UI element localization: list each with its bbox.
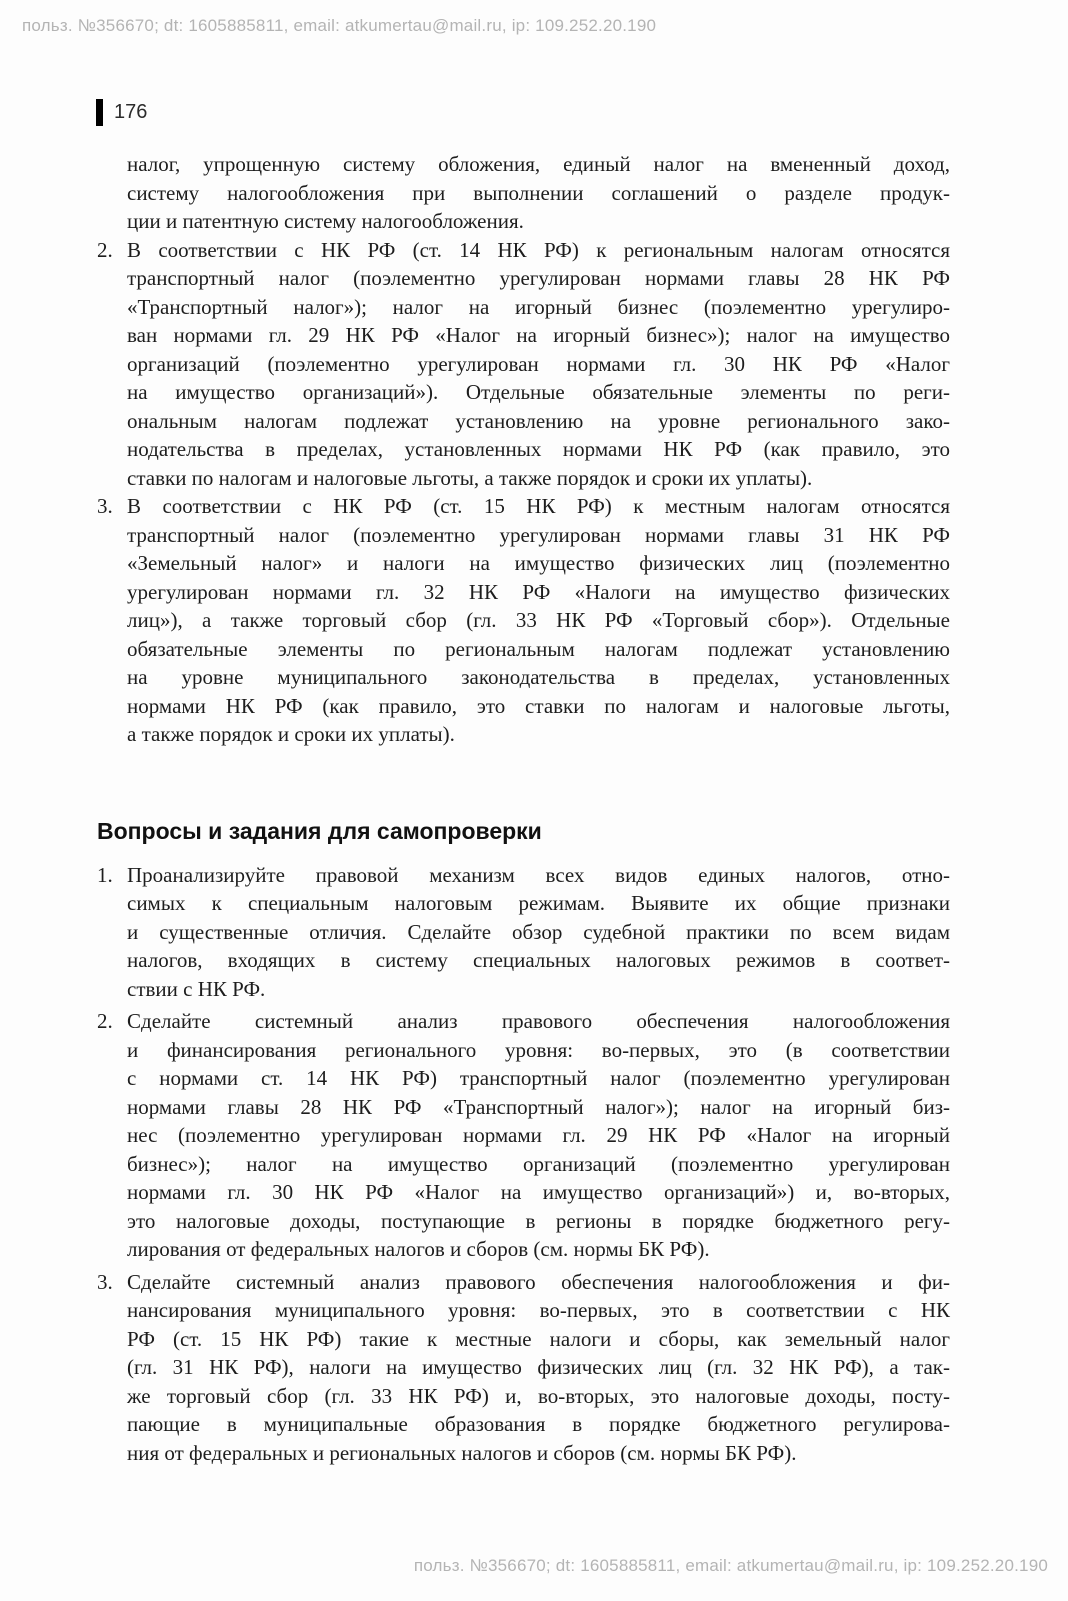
paragraph — [127, 150, 950, 236]
text-line: ния от федеральных и региональных налогов и сборов (см. нормы БК РФ). — [127, 1440, 797, 1465]
page-number-bar — [96, 99, 103, 126]
text-line: и финансирования регионального уровня: во-первых, это (в соответствии — [127, 1037, 950, 1062]
text-line: лиц»), а также торговый сбор (гл. 33 НК РФ «Торговый сбор»). Отдельные — [127, 608, 950, 632]
text-line: на уровне муниципального законодательства в пределах, установленных — [127, 665, 950, 689]
text-line: налогов, входящих в систему специальных налоговых режимов в соответ- — [127, 948, 950, 972]
watermark-header: польз. №356670; dt: 1605885811, email: atkumertau@mail.ru, ip: 109.252.20.190 — [22, 16, 657, 35]
text-line: это налоговые доходы, поступающие в регионы в порядке бюджетного регу- — [127, 1208, 950, 1233]
text-line: Проанализируйте правовой механизм всех видов единых налогов, отно- — [127, 862, 950, 887]
text-line: нормами гл. 30 НК РФ «Налог на имущество организаций») и, во-вторых, — [127, 1180, 950, 1204]
question-item-1 — [97, 861, 950, 1004]
text-line: транспортный налог (поэлементно урегулирован нормами главы 31 НК РФ — [127, 522, 950, 547]
text-line: ван нормами гл. 29 НК РФ «Налог на игорный бизнес»); налог на имущество — [127, 323, 950, 347]
text-line: транспортный налог (поэлементно урегулирован нормами главы 28 НК РФ — [127, 266, 950, 290]
text-line: РФ (ст. 15 НК РФ) такие к местные налоги и сборы, как земельный налог — [127, 1326, 950, 1351]
text-line: «Земельный налог» и налоги на имущество физических лиц (поэлементно — [127, 551, 950, 575]
text-line: ставки по налогам и налоговые льготы, а также порядок и сроки их уплаты). — [127, 465, 813, 490]
text-line: Сделайте системный анализ правового обеспечения налогообложения — [127, 1009, 950, 1033]
text-line: В соответствии с НК РФ (ст. 15 НК РФ) к местным налогам относятся — [127, 494, 950, 518]
text-line: (гл. 31 НК РФ), налоги на имущество физических лиц (гл. 32 НК РФ), а так- — [127, 1355, 950, 1379]
question-number: 2. — [97, 1009, 113, 1033]
page-content — [97, 150, 950, 1471]
question-item-2 — [97, 1007, 950, 1264]
list-item-number: 2. — [97, 237, 113, 262]
text-line: бизнес»); налог на имущество организаций (поэлементно урегулирован — [127, 1151, 950, 1176]
text-line: нес (поэлементно урегулирован нормами гл. 29 НК РФ «Налог на игорный — [127, 1123, 950, 1147]
paragraph — [127, 1268, 950, 1468]
text-line: «Транспортный налог»); налог на игорный бизнес (поэлементно урегулиро- — [127, 294, 950, 319]
list-item-2 — [97, 236, 950, 493]
text-line: пающие в муниципальные образования в порядке бюджетного регулирова- — [127, 1412, 950, 1436]
page-number: 176 — [114, 101, 148, 123]
text-line: нормами НК РФ (как правило, это ставки по налогам и налоговые льготы, — [127, 693, 950, 718]
paragraph-continuation — [97, 150, 950, 236]
text-line: же торговый сбор (гл. 33 НК РФ) и, во-вторых, это налоговые доходы, посту- — [127, 1383, 950, 1408]
text-line: систему налогообложения при выполнении соглашений о разделе продук- — [127, 180, 950, 205]
text-line: нансирования муниципального уровня: во-первых, это в соответствии с НК — [127, 1298, 950, 1322]
text-line: и существенные отличия. Сделайте обзор судебной практики по всем видам — [127, 919, 950, 944]
text-line: с нормами ст. 14 НК РФ) транспортный налог (поэлементно урегулирован — [127, 1066, 950, 1090]
question-number: 3. — [97, 1269, 113, 1294]
text-line: обязательные элементы по региональным налогам подлежат установлению — [127, 636, 950, 661]
text-line: а также порядок и сроки их уплаты). — [127, 722, 455, 746]
paragraph — [127, 236, 950, 493]
text-line: урегулирован нормами гл. 32 НК РФ «Налоги на имущество физических — [127, 579, 950, 604]
text-line: нодательства в пределах, установленных нормами НК РФ (как правило, это — [127, 437, 950, 461]
text-line: Сделайте системный анализ правового обеспечения налогообложения и фи- — [127, 1269, 950, 1294]
text-line: лирования от федеральных налогов и сборов (см. нормы БК РФ). — [127, 1237, 710, 1261]
paragraph — [127, 492, 950, 749]
paragraph — [127, 1007, 950, 1264]
question-item-3 — [97, 1268, 950, 1468]
question-number: 1. — [97, 862, 113, 887]
text-line: ции и патентную систему налогообложения. — [127, 209, 524, 233]
section-heading: Вопросы и задания для самопроверки — [97, 817, 542, 844]
text-line: нормами главы 28 НК РФ «Транспортный налог»); налог на игорный биз- — [127, 1094, 950, 1119]
text-line: на имущество организаций»). Отдельные обязательные элементы по реги- — [127, 380, 950, 404]
text-line: налог, упрощенную систему обложения, единый налог на вмененный доход, — [127, 152, 950, 176]
text-line: ональным налогам подлежат установлению на уровне регионального зако- — [127, 408, 950, 433]
text-line: В соответствии с НК РФ (ст. 14 НК РФ) к региональным налогам относятся — [127, 237, 950, 262]
page-number-block — [96, 99, 147, 126]
paragraph — [127, 861, 950, 1004]
text-line: организаций (поэлементно урегулирован нормами гл. 30 НК РФ «Налог — [127, 351, 950, 376]
watermark-footer: польз. №356670; dt: 1605885811, email: atkumertau@mail.ru, ip: 109.252.20.190 — [413, 1556, 1048, 1575]
text-line: ствии с НК РФ. — [127, 976, 266, 1001]
text-line: симых к специальным налоговым режимам. Выявите их общие признаки — [127, 891, 950, 915]
list-item-number: 3. — [97, 494, 113, 518]
list-item-3 — [97, 492, 950, 749]
